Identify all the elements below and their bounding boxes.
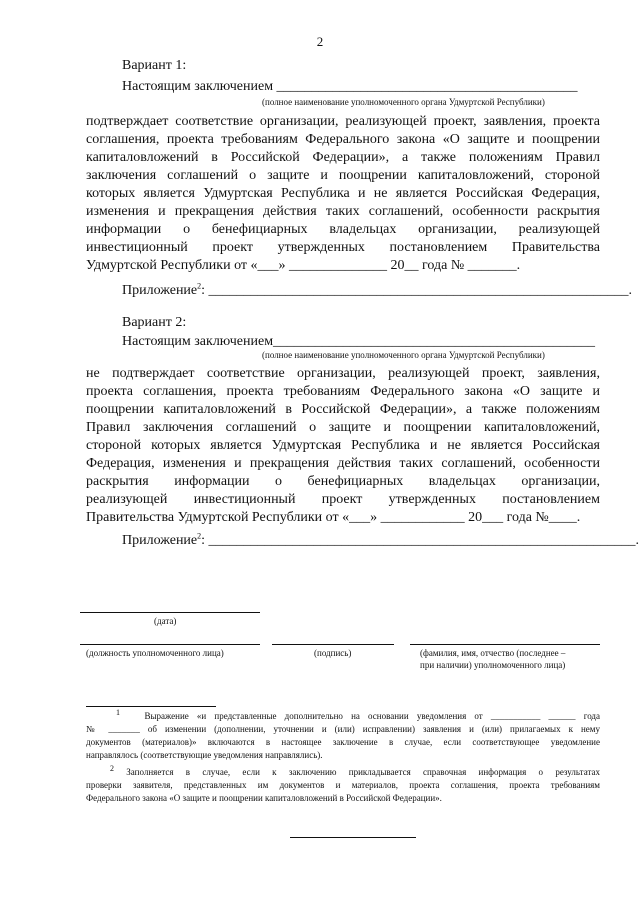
page-number: 2: [316, 34, 324, 49]
variant2-appendix: [122, 532, 639, 549]
name-caption-2: при наличии) уполномоченного лица): [420, 660, 566, 670]
footnote-mark: 1: [116, 708, 120, 717]
appendix-label: Приложение: [122, 533, 198, 548]
variant2-line: не подтверждает соответствие организации, реализующей проект, заявления,: [86, 366, 600, 381]
signature-caption: (подпись): [314, 648, 352, 658]
variant1-line: заключения соглашений о защите и поощрении капиталовложений, стороной: [86, 168, 600, 183]
footnote-1-line: № _______ об изменении (дополнении, уточнении и (или) исправлении) заявления и (или) прилагаемых к нему: [86, 724, 600, 734]
appendix-blank: : _____________________________________________________________.: [201, 533, 640, 548]
variant1-caption: (полное наименование уполномоченного органа Удмуртской Республики): [262, 97, 545, 107]
variant1-line: подтверждает соответствие организации, реализующей проект, заявления, проекта: [86, 114, 600, 129]
position-line: [80, 644, 260, 645]
variant2-line: стороной которых является Удмуртская Республика и не является Российская: [86, 438, 600, 453]
signature-line: [272, 644, 394, 645]
variant1-line: информации о бенефициарных владельцах организации, реализующей: [86, 222, 600, 237]
position-caption: (должность уполномоченного лица): [86, 648, 224, 658]
footnote-separator: [86, 706, 216, 707]
variant2-line: проекта соглашения, проекта требованиям Федерального закона «О защите и: [86, 384, 600, 399]
date-caption: (дата): [154, 616, 177, 626]
variant1-line: которых является Удмуртская Республика и не является Российская Федерация,: [86, 186, 600, 201]
variant1-line: изменения и прекращения действия таких соглашений, особенности раскрытия: [86, 204, 600, 219]
variant1-line: инвестиционный проект утвержденных постановлением Правительства: [86, 240, 600, 255]
footnote-2-line: Федерального закона «О защите и поощрении капиталовложений в Российской Федерации».: [86, 793, 442, 803]
footnote-1: [86, 710, 600, 762]
variant1-line: капиталовложений в Российской Федерации», а также положениям Правил: [86, 150, 600, 165]
variant1-line: Удмуртской Республики от «___» ______________ 20__ года № _______.: [86, 258, 521, 273]
variant2-intro: Настоящим заключением______________________________________________: [122, 334, 596, 349]
variant2-line: Федерация, изменения и прекращения действия таких соглашений, особенности: [86, 456, 600, 471]
footnote-ref: 2: [197, 531, 202, 541]
appendix-label: Приложение: [122, 283, 198, 298]
footnote-mark: 2: [110, 764, 114, 773]
footnote-1-line: документов (материалов)» включаются в настоящее заключение в случае, если соответствующее уведомление: [86, 737, 600, 747]
variant2-line: Правительства Удмуртской Республики от «___» ____________ 20___ года №____.: [86, 510, 581, 525]
footnote-2-line: проверки заявителя, представленных им документов и материалов, проекта соглашения, проекта требованиям: [86, 780, 600, 790]
date-line: [80, 612, 260, 613]
variant1-appendix: [122, 282, 632, 299]
footnote-1-line: $^1$ Выражение «и представленные дополнительно на основании уведомления от ___________ ______ года: [116, 708, 601, 721]
footnote-2: [86, 766, 600, 805]
end-of-page-line: [290, 837, 416, 838]
name-caption-1: (фамилия, имя, отчество (последнее –: [420, 648, 566, 658]
variant2-heading: Вариант 2:: [122, 315, 187, 330]
name-line: [410, 644, 600, 645]
footnote-2-line: $^2$ Заполняется в случае, если к заключению прикладывается справочная информация о результатах: [110, 764, 601, 777]
appendix-blank: : ____________________________________________________________.: [201, 283, 633, 298]
footnote-ref: 2: [197, 281, 202, 291]
variant2-line: реализующей инвестиционный проект утвержденных постановлением: [86, 492, 600, 507]
variant1-intro: Настоящим заключением ___________________________________________: [122, 79, 578, 94]
variant2-line: раскрытия информации о бенефициарных владельцах организации,: [86, 474, 600, 489]
variant1-line: соглашения, проекта требованиям Федерального закона «О защите и поощрении: [86, 132, 600, 147]
footnote-1-line: направлялось (соответствующие уведомления направлялись).: [86, 750, 323, 760]
variant2-caption: (полное наименование уполномоченного органа Удмуртской Республики): [262, 350, 545, 360]
variant2-line: поощрении капиталовложений в Российской Федерации», а также положениям: [86, 402, 600, 417]
variant2-line: Правил заключения соглашений о защите и поощрении капиталовложений,: [86, 420, 600, 435]
variant1-heading: Вариант 1:: [122, 58, 187, 73]
